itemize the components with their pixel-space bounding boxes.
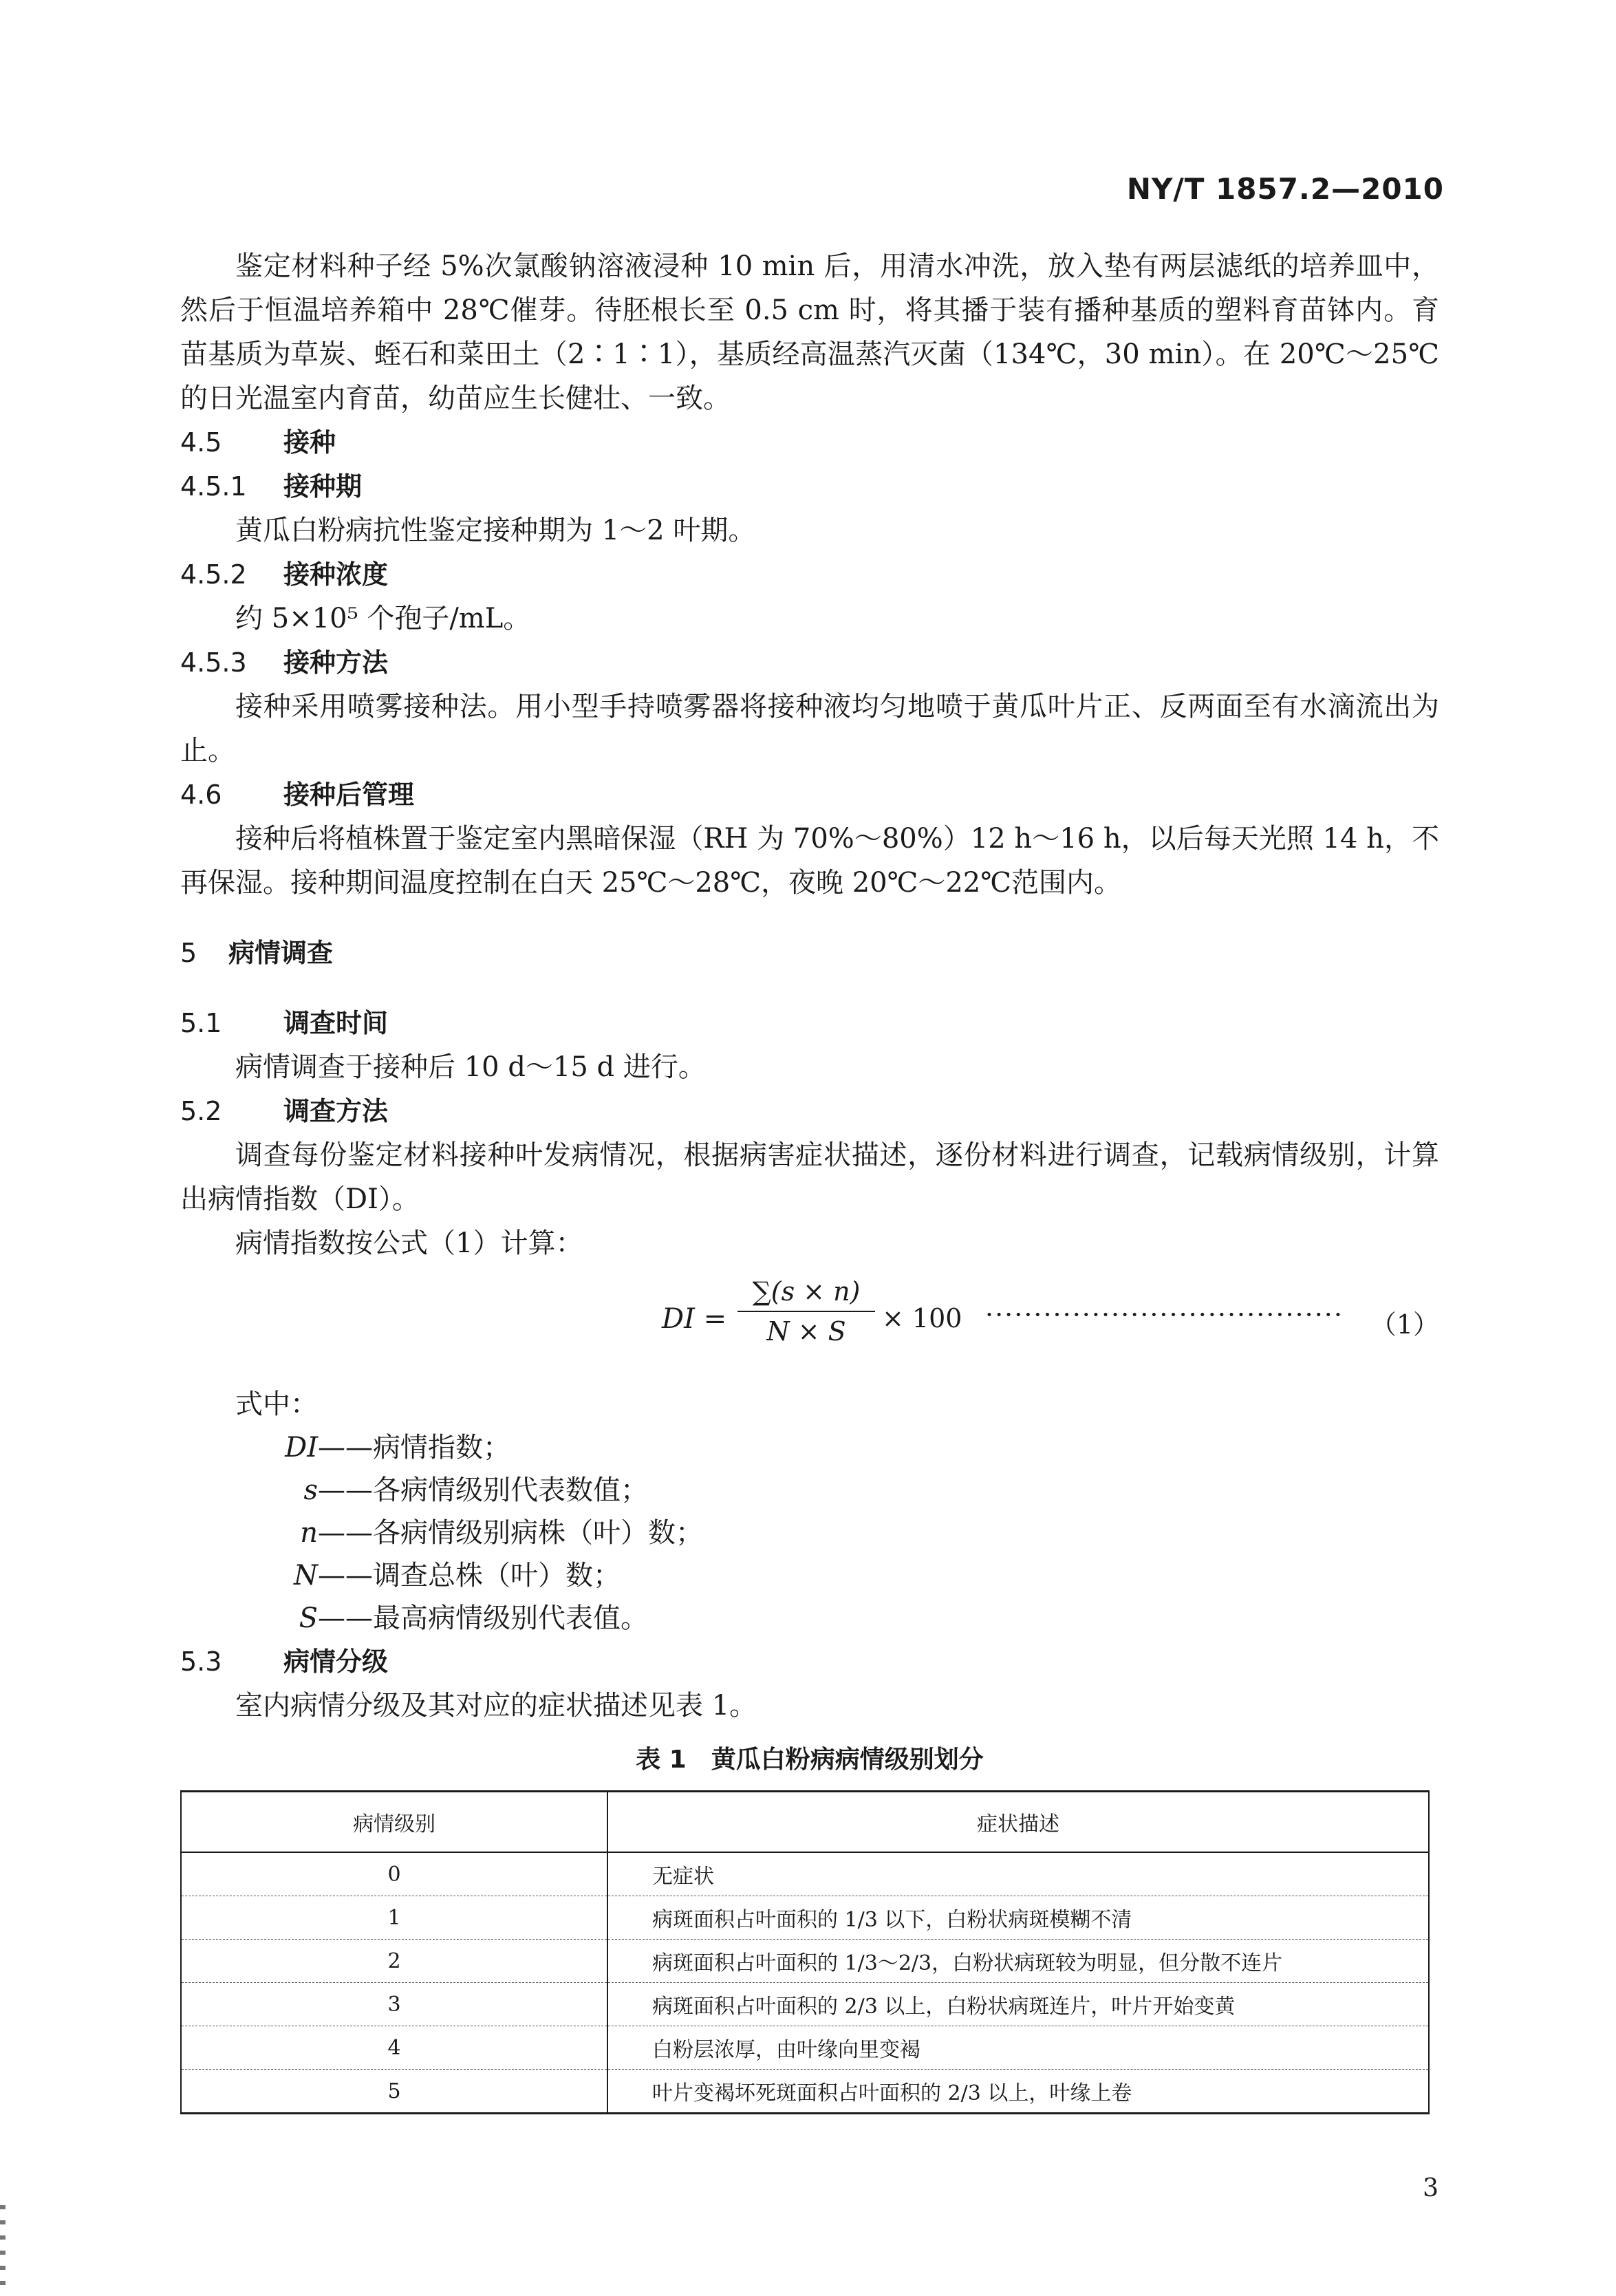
paragraph-5-2: 调查每份鉴定材料接种叶发病情况，根据病害症状描述，逐份材料进行调查，记载病情级别，计算出病情指数（DI）。 (180, 1139, 1439, 1215)
table-cell-level: 5 (181, 2070, 607, 2114)
table-cell-level: 1 (181, 1896, 607, 1940)
formula-multiplier: × 100 (882, 1303, 962, 1333)
formula-leader-dots: ····································· (985, 1300, 1344, 1330)
table-row (181, 1896, 1429, 1940)
definition-item (235, 1426, 1439, 1469)
standard-code: NY/T 1857.2—2010 (1126, 172, 1444, 206)
table-row (181, 2026, 1429, 2070)
heading-4-5-1 (180, 464, 1439, 508)
scan-margin-marks (0, 2205, 6, 2288)
section-title: 接种 (283, 427, 336, 458)
page-number: 3 (1423, 2174, 1439, 2202)
table-caption: 表 1 黄瓜白粉病病情级别划分 (636, 1746, 984, 1774)
section-number: 4.6 (180, 780, 222, 810)
section-number: 4.5.1 (180, 471, 247, 502)
section-number: 4.5 (180, 427, 222, 458)
definitions-list (235, 1426, 1439, 1640)
defs-intro: 式中： (235, 1388, 318, 1420)
def-desc: ——调查总株（叶）数； (318, 1560, 621, 1591)
formula-lhs: DI = (662, 1303, 727, 1335)
section-title: 接种浓度 (283, 559, 389, 590)
heading-4-5-2 (180, 552, 1439, 597)
definition-item (235, 1554, 1439, 1597)
heading-5 (180, 931, 1439, 975)
def-symbol: DI (285, 1432, 318, 1463)
section-title: 接种期 (283, 471, 363, 502)
table-header-cell: 症状描述 (607, 1792, 1429, 1853)
page-content (180, 244, 1439, 2114)
table-cell-description: 白粉层浓厚，由叶缘向里变褐 (607, 2026, 1429, 2070)
paragraph-5-3: 室内病情分级及其对应的症状描述见表 1。 (235, 1690, 757, 1721)
table-cell-description: 病斑面积占叶面积的 1/3 以下，白粉状病斑模糊不清 (607, 1896, 1429, 1940)
section-number: 4.5.2 (180, 559, 247, 590)
intro-paragraph: 鉴定材料种子经 5%次氯酸钠溶液浸种 10 min 后，用清水冲洗，放入垫有两层滤纸的培养皿中，然后于恒温培养箱中 28℃催芽。待胚根长至 0.5 cm 时，将其播于装有播种基质的塑料育苗钵内。育苗基质为草炭、蛭石和菜田土（2∶1∶1），基质经高温蒸汽灭菌（134℃，30 min）。在 20℃～25℃的日光温室内育苗，幼苗应生长健壮、一致。 (180, 250, 1439, 414)
section-title: 接种方法 (283, 647, 389, 678)
def-symbol: S (299, 1602, 318, 1634)
table-cell-description: 无症状 (652, 1865, 714, 1889)
def-symbol: n (300, 1517, 318, 1549)
table-header-cell: 病情级别 (181, 1792, 607, 1853)
section-title: 调查时间 (283, 1008, 389, 1038)
paragraph-5-1: 病情调查于接种后 10 d～15 d 进行。 (235, 1051, 706, 1083)
section-title: 调查方法 (283, 1096, 389, 1126)
heading-5-1 (180, 1001, 1439, 1045)
table-cell-level: 4 (181, 2026, 607, 2070)
heading-4-6 (180, 773, 1439, 817)
table-cell-level: 3 (181, 1983, 607, 2026)
definition-item (235, 1512, 1439, 1554)
paragraph-4-6: 接种后将植株置于鉴定室内黑暗保湿（RH 为 70%～80%）12 h～16 h，以后每天光照 14 h，不再保湿。接种期间温度控制在白天 25℃～28℃，夜晚 20℃～22℃范围内。 (180, 823, 1439, 899)
def-desc: ——各病情级别代表数值； (318, 1474, 648, 1506)
definition-item (235, 1597, 1439, 1640)
paragraph-4-5-1: 黄瓜白粉病抗性鉴定接种期为 1～2 叶期。 (235, 515, 756, 546)
severity-table (180, 1790, 1430, 2114)
heading-4-5 (180, 420, 1439, 464)
section-number: 5.1 (180, 1008, 222, 1038)
section-title: 接种后管理 (283, 780, 415, 810)
def-symbol: N (294, 1560, 318, 1591)
section-title: 病情调查 (228, 938, 334, 968)
heading-5-2 (180, 1089, 1439, 1133)
section-number: 5.2 (180, 1096, 222, 1126)
formula-intro: 病情指数按公式（1）计算： (235, 1227, 583, 1259)
equation-number: （1） (1370, 1309, 1439, 1340)
def-desc: ——各病情级别病株（叶）数； (318, 1517, 703, 1549)
formula-denominator: N × S (766, 1316, 846, 1347)
def-desc: ——病情指数； (318, 1432, 510, 1463)
table-cell-description: 病斑面积占叶面积的 1/3～2/3，白粉状病斑较为明显，但分散不连片 (607, 1940, 1429, 1983)
heading-5-3 (180, 1640, 1439, 1684)
section-number: 4.5.3 (180, 647, 247, 678)
table-row (181, 1940, 1429, 1983)
table-header-row (181, 1792, 1429, 1853)
formula-fraction (737, 1272, 875, 1351)
table-row (181, 2070, 1429, 2114)
paragraph-4-5-3: 接种采用喷雾接种法。用小型手持喷雾器将接种液均匀地喷于黄瓜叶片正、反两面至有水滴流出为止。 (180, 691, 1439, 766)
definition-item (235, 1469, 1439, 1512)
section-number: 5 (180, 938, 197, 968)
table-row (181, 1852, 1429, 1896)
table-cell-level: 2 (181, 1940, 607, 1983)
table-row (181, 1983, 1429, 2026)
def-desc: ——最高病情级别代表值。 (318, 1602, 648, 1634)
def-symbol: s (303, 1474, 318, 1506)
formula-numerator: ∑(s × n) (752, 1276, 861, 1307)
table-cell-description: 叶片变褐坏死斑面积占叶面积的 2/3 以上，叶缘上卷 (607, 2070, 1429, 2114)
formula-di (180, 1272, 1439, 1375)
heading-4-5-3 (180, 641, 1439, 685)
table-cell-level: 0 (181, 1852, 607, 1896)
paragraph-4-5-2: 约 5×10⁵ 个孢子/mL。 (235, 603, 531, 634)
section-number: 5.3 (180, 1646, 222, 1677)
table-cell-description: 病斑面积占叶面积的 2/3 以上，白粉状病斑连片，叶片开始变黄 (607, 1983, 1429, 2026)
section-title: 病情分级 (283, 1646, 389, 1677)
